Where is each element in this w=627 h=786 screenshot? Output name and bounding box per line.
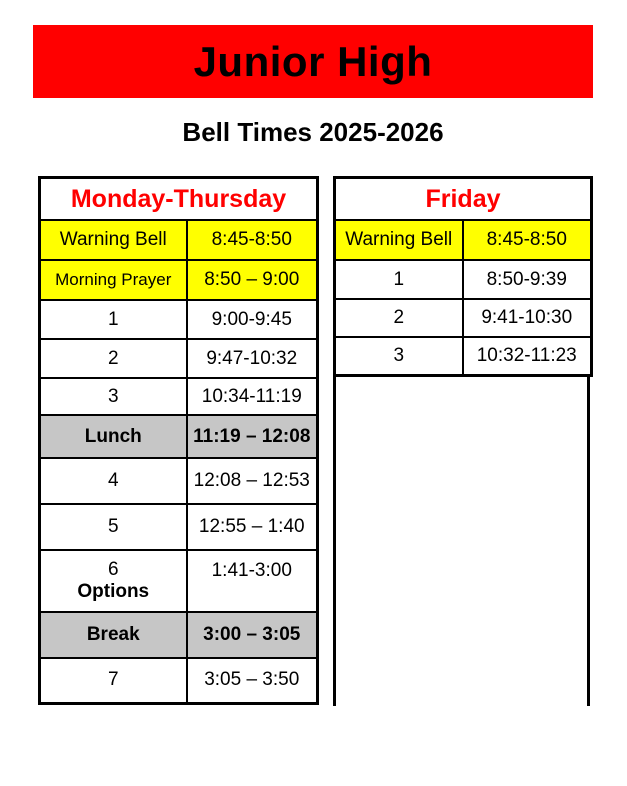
table-row [40, 550, 318, 612]
friday-column [333, 176, 593, 706]
period-label-line2: Options [77, 581, 150, 602]
period-time: 12:55 – 1:40 [187, 504, 318, 550]
table-row [40, 339, 318, 378]
period-time: 8:45-8:50 [463, 220, 592, 260]
table-row [335, 220, 592, 260]
period-time: 8:50 – 9:00 [187, 260, 318, 300]
table-row [40, 300, 318, 339]
table-row [335, 299, 592, 337]
period-label: 1 [335, 260, 463, 299]
table-row [335, 260, 592, 299]
table-header-row [335, 178, 592, 221]
period-label: Lunch [40, 415, 187, 458]
table-row [40, 658, 318, 703]
table-row [335, 337, 592, 375]
monday-thursday-column [38, 176, 319, 705]
page [33, 25, 593, 706]
table-header-row [40, 178, 318, 221]
period-label [40, 550, 187, 612]
page-title: Junior High [193, 37, 433, 85]
period-time: 9:47-10:32 [187, 339, 318, 378]
period-label-line1: 6 [107, 559, 119, 581]
period-time: 1:41-3:00 [187, 550, 318, 612]
table-row [40, 378, 318, 415]
period-label: Morning Prayer [40, 260, 187, 300]
table-row [40, 260, 318, 300]
period-label: 4 [40, 458, 187, 504]
period-time: 9:00-9:45 [187, 300, 318, 339]
friday-empty-area [333, 377, 590, 706]
period-time: 3:05 – 3:50 [187, 658, 318, 703]
friday-table [333, 176, 593, 377]
period-label: 3 [335, 337, 463, 375]
period-time: 3:00 – 3:05 [187, 612, 318, 658]
table-row [40, 612, 318, 658]
period-label: 2 [40, 339, 187, 378]
period-time: 9:41-10:30 [463, 299, 592, 337]
table-title: Monday-Thursday [40, 178, 318, 221]
period-time: 12:08 – 12:53 [187, 458, 318, 504]
period-time: 10:34-11:19 [187, 378, 318, 415]
table-row [40, 504, 318, 550]
subtitle: Bell Times 2025-2026 [182, 117, 444, 147]
period-label: Warning Bell [40, 220, 187, 260]
period-label: Warning Bell [335, 220, 463, 260]
period-label: 3 [40, 378, 187, 415]
period-time: 8:50-9:39 [463, 260, 592, 299]
period-label: 7 [40, 658, 187, 703]
period-label: 1 [40, 300, 187, 339]
period-time: 10:32-11:23 [463, 337, 592, 375]
period-label: Break [40, 612, 187, 658]
table-row [40, 415, 318, 458]
table-title: Friday [335, 178, 592, 221]
table-row [40, 220, 318, 260]
period-label: 5 [40, 504, 187, 550]
table-row [40, 458, 318, 504]
period-label: 2 [335, 299, 463, 337]
schedule-tables [33, 176, 593, 706]
period-time: 11:19 – 12:08 [187, 415, 318, 458]
period-time: 8:45-8:50 [187, 220, 318, 260]
monday-thursday-table [38, 176, 319, 705]
title-banner [33, 25, 593, 98]
